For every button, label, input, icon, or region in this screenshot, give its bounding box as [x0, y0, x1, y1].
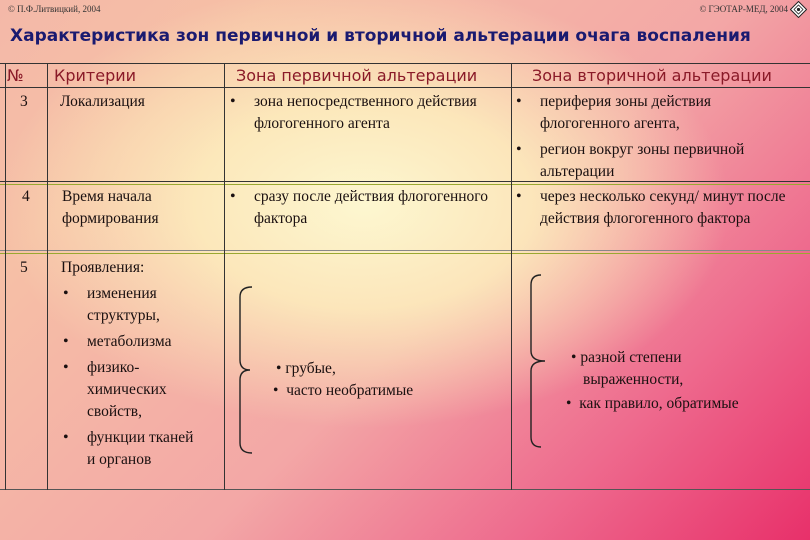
list-item-text: разной степени выраженности,	[580, 349, 684, 388]
list-item-text: сразу после действия флогогенного фактора	[254, 188, 489, 227]
list-item-text: функции тканей и органов	[87, 429, 194, 468]
table-bottom-border	[0, 489, 810, 490]
secondary-zone-list	[516, 186, 786, 230]
secondary-zone-list	[516, 91, 786, 183]
left-brace-primary	[236, 285, 258, 455]
list-item: • функции тканей и органов	[63, 429, 194, 468]
list-item: • периферия зоны действия флогогенного агента,	[516, 93, 712, 132]
list-item-text: часто необратимые	[286, 382, 414, 399]
list-item-text: через несколько секунд/ минут после действия флогогенного фактора	[540, 188, 786, 227]
header-criteria: Критерии	[54, 66, 137, 85]
criterion-items-list	[63, 283, 213, 471]
bullet: •	[273, 382, 287, 399]
bullet: •	[276, 360, 286, 377]
list-item-text: грубые,	[285, 360, 336, 377]
list-item-text: как правило, обратимые	[579, 395, 739, 412]
column-divider	[224, 63, 225, 490]
column-divider	[5, 63, 6, 490]
primary-zone-list	[230, 91, 490, 135]
row-divider-green	[0, 184, 810, 185]
list-item: • сразу после действия флогогенного фактора	[230, 188, 489, 227]
header-divider	[0, 87, 810, 88]
list-item	[273, 380, 493, 402]
table-top-border	[0, 63, 810, 64]
primary-zone-list	[273, 358, 496, 402]
page-title: Характеристика зон первичной и вторичной альтерации очага воспаления	[10, 26, 751, 46]
criterion-label: Проявления:	[61, 259, 145, 276]
secondary-zone-list	[566, 347, 766, 415]
list-item-text: изменения структуры,	[87, 285, 160, 324]
list-item: • метаболизма	[63, 333, 172, 350]
list-item	[566, 347, 766, 391]
row-divider	[0, 250, 810, 251]
list-item: • физико-химических свойств,	[63, 359, 167, 420]
copyright-right: © ГЭОТАР-МЕД, 2004	[699, 4, 788, 14]
header-secondary-zone: Зона вторичной альтерации	[532, 66, 772, 85]
column-divider	[47, 63, 48, 490]
list-item-text: метаболизма	[87, 333, 172, 350]
left-brace-secondary	[525, 273, 549, 449]
list-item: • зона непосредственного действия флогогенного агента	[230, 93, 477, 132]
row-number: 3	[20, 93, 28, 110]
criterion-label: Время начала формирования	[62, 188, 159, 227]
list-item	[276, 358, 496, 380]
bullet: •	[571, 349, 581, 366]
row-divider-green	[0, 253, 810, 254]
column-divider	[511, 63, 512, 490]
header-primary-zone: Зона первичной альтерации	[236, 66, 478, 85]
list-item-text: зона непосредственного действия флогогенного агента	[254, 93, 477, 132]
criterion-label: Локализация	[60, 93, 145, 110]
list-item-text: периферия зоны действия флогогенного агента,	[540, 93, 712, 132]
list-item	[566, 393, 766, 415]
list-item-text: регион вокруг зоны первичной альтерации	[540, 141, 745, 180]
comparison-table	[0, 63, 810, 490]
list-item: • через несколько секунд/ минут после действия флогогенного фактора	[516, 188, 786, 227]
row-number: 5	[20, 259, 28, 276]
copyright-left: © П.Ф.Литвицкий, 2004	[8, 4, 101, 14]
list-item: • регион вокруг зоны первичной альтерации	[516, 141, 745, 180]
bullet: •	[566, 395, 580, 412]
list-item-text: физико-химических свойств,	[87, 359, 167, 420]
list-item: • изменения структуры,	[63, 285, 160, 324]
row-number: 4	[22, 188, 30, 205]
primary-zone-list	[230, 186, 490, 230]
diamond-logo-icon	[790, 1, 807, 18]
header-number: №	[7, 66, 24, 85]
